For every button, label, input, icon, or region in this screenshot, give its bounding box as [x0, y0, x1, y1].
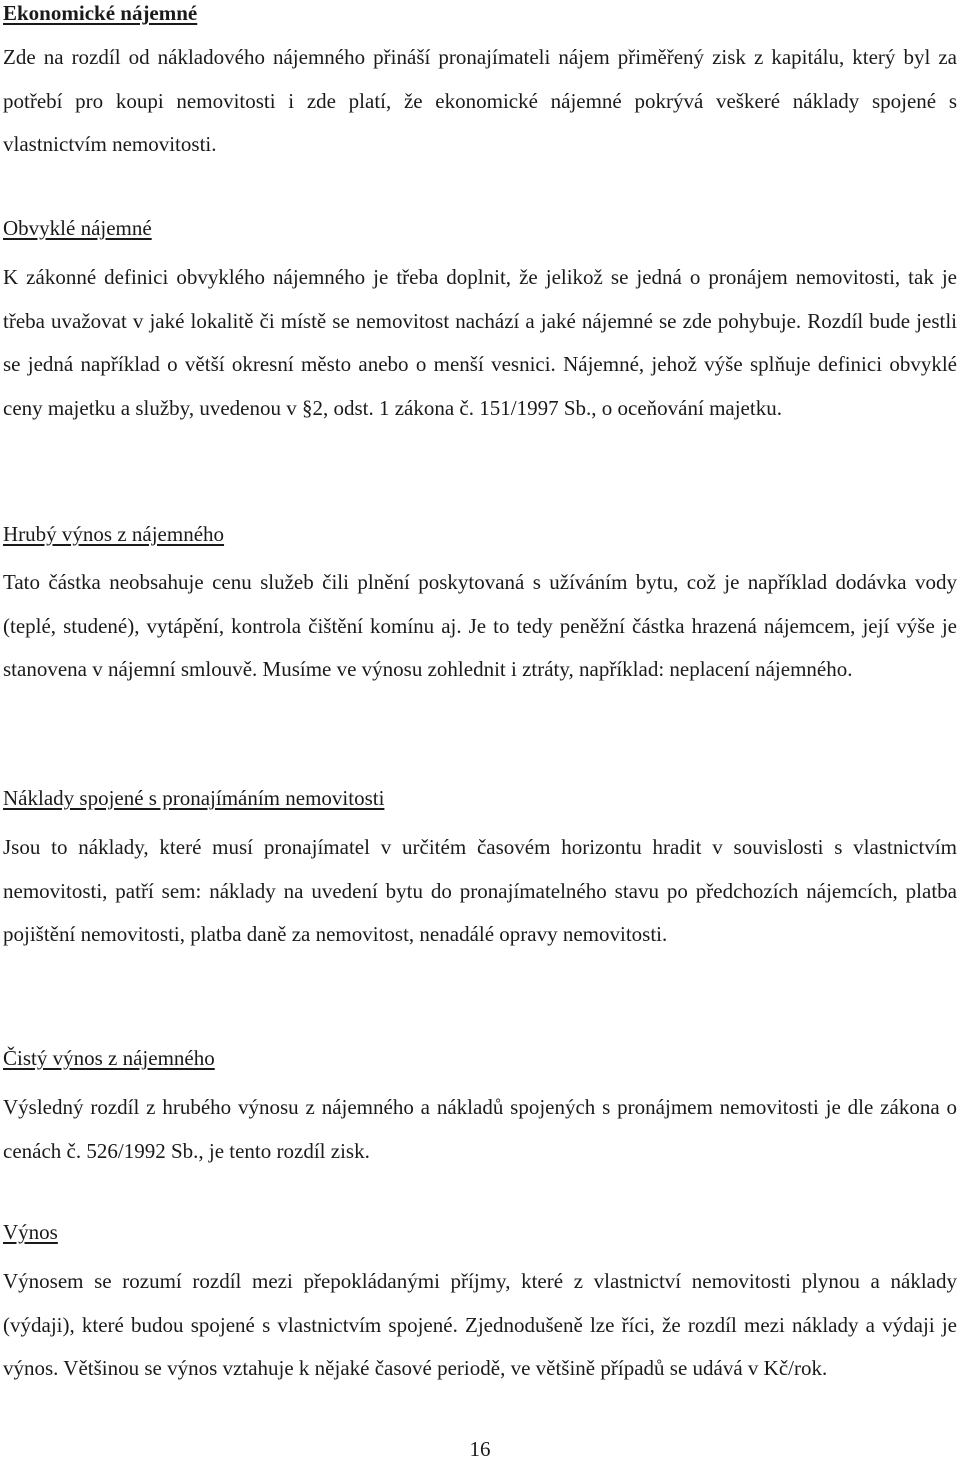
page-number: 16	[469, 1437, 491, 1461]
section-paragraph: Tato částka neobsahuje cenu služeb čili plnění poskytovaná s užíváním bytu, což je například dodávka vody (teplé, studené), vytápění, kontrola čištění komínu aj. Je to tedy peněžní částka hrazená nájemcem, její výše je stanovena v nájemní smlouvě. Musíme ve výnosu zohlednit i ztráty, například: neplacení nájemného.	[3, 570, 957, 681]
section-paragraph: K zákonné definici obvyklého nájemného je třeba doplnit, že jelikož se jedná o pronájem nemovitosti, tak je třeba uvažovat v jaké lokalitě či místě se nemovitost nachází a jaké nájemné se zde pohybuje. Rozdíl bude jestli se jedná například o větší okresní město anebo o menší vesnici. Nájemné, jehož výše splňuje definici obvyklé ceny majetku a služby, uvedenou v §2, odst. 1 zákona č. 151/1997 Sb., o oceňování majetku.	[3, 265, 957, 420]
section-naklady	[3, 784, 957, 957]
section-heading: Náklady spojené s pronajímáním nemovitosti	[3, 786, 385, 810]
section-paragraph: Výsledný rozdíl z hrubého výnosu z nájemného a nákladů spojených s pronájmem nemovitosti je dle zákona o cenách č. 526/1992 Sb., je tento rozdíl zisk.	[3, 1095, 957, 1163]
section-heading: Hrubý výnos z nájemného	[3, 522, 225, 546]
section-cisty-vynos	[3, 1044, 957, 1173]
section-heading: Čistý výnos z nájemného	[3, 1046, 215, 1070]
section-heading: Ekonomické nájemné	[3, 1, 198, 25]
section-vynos	[3, 1218, 957, 1391]
section-paragraph: Výnosem se rozumí rozdíl mezi přepokládanými příjmy, které z vlastnictví nemovitosti plynou a náklady (výdaji), které budou spojené s vlastnictvím spojené. Zjednodušeně lze říci, že rozdíl mezi náklady a výdaji je výnos. Většinou se výnos vztahuje k nějaké časové periodě, ve většině případů se udává v Kč/rok.	[3, 1269, 957, 1380]
section-hruby-vynos	[3, 520, 957, 692]
section-paragraph: Jsou to náklady, které musí pronajímatel v určitém časovém horizontu hradit v souvislosti s vlastnictvím nemovitosti, patří sem: náklady na uvedení bytu do pronajímatelného stavu po předchozích nájemcích, platba pojištění nemovitosti, platba daně za nemovitost, nenadálé opravy nemovitosti.	[3, 835, 957, 946]
section-obvykle-najemne	[3, 214, 957, 430]
section-paragraph: Zde na rozdíl od nákladového nájemného přináší pronajímateli nájem přiměřený zisk z kapitálu, který byl za potřebí pro koupi nemovitosti i zde platí, že ekonomické nájemné pokrývá veškeré náklady spojené s vlastnictvím nemovitosti.	[3, 45, 957, 156]
section-heading: Výnos	[3, 1220, 58, 1244]
section-ekonomicke-najemne	[3, 0, 957, 167]
section-heading: Obvyklé nájemné	[3, 216, 152, 240]
